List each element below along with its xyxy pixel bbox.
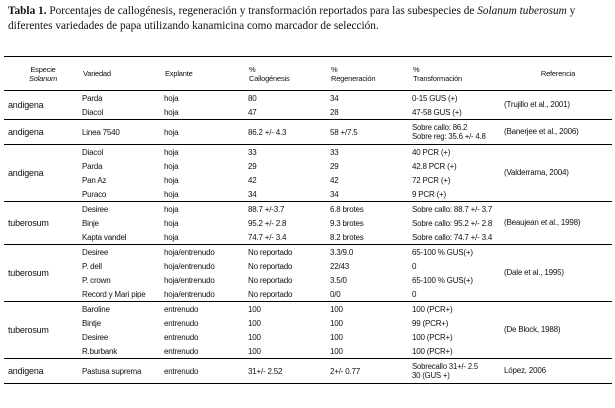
callogenesis-cell: 80 [248,91,330,106]
table-row [4,91,612,106]
header-explante: Explante [164,57,248,91]
transformacion-cell: 65-100 % GUS(+) [412,275,473,285]
callogenesis-cell: 86.2 +/- 4.3 [248,120,330,145]
callogenesis-cell: 47 [248,107,257,117]
variedad-cell: P. dell [82,261,102,271]
results-table [4,56,612,384]
header-transformacion: % Transformación [412,57,504,91]
especie-cell: andigena [4,359,82,384]
callogenesis-cell: No reportado [248,275,293,285]
variedad-cell: Desiree [82,245,164,260]
regeneracion-cell: 34 [330,189,339,199]
transformacion-cell: 0 [412,261,417,271]
variedad-cell: R.burbank [82,346,118,356]
variedad-cell: Binje [82,218,99,228]
table-row [4,359,612,384]
regeneracion-cell: 8.2 brotes [330,232,364,242]
regeneracion-cell: 100 [330,346,343,356]
transformacion-cell: 9 PCR (+) [412,189,446,199]
explante-cell: hoja [164,202,248,217]
transformacion-cell: 72 PCR (+) [412,175,451,185]
regeneracion-cell: 6.8 brotes [330,202,412,217]
header-variedad: Variedad [82,57,164,91]
referencia-cell: (Dale et al., 1995) [504,245,612,302]
callogenesis-cell: 88.7 +/-3.7 [248,202,330,217]
callogenesis-cell: 95.2 +/- 2.8 [248,218,287,228]
explante-cell: hoja [164,175,179,185]
explante-cell: hoja [164,107,179,117]
variedad-cell: Desiree [82,202,164,217]
referencia-cell: (Beaujean et al., 1998) [504,202,612,245]
transformacion-cell: 100 (PCR+) [412,302,504,317]
caption-species: Solanum tuberosum [477,5,567,17]
regeneracion-cell: 0/0 [330,289,341,299]
variedad-cell: Parda [82,161,103,171]
explante-cell: entrenudo [164,332,199,342]
explante-cell: entrenudo [164,302,248,317]
variedad-cell: Parda [82,91,164,106]
transformacion-cell: Sobre callo: 88.7 +/- 3.7 [412,202,504,217]
explante-cell: hoja/entrenudo [164,261,215,271]
variedad-cell: Diacol [82,145,164,160]
explante-cell: entrenudo [164,318,199,328]
header-referencia: Referencia [504,57,612,91]
regeneracion-cell: 100 [330,302,412,317]
referencia-cell: (De Block, 1988) [504,302,612,359]
referencia-cell: (Trujillo et al., 2001) [504,91,612,120]
explante-cell: hoja [164,218,179,228]
table-row [4,202,612,217]
transformacion-cell: Sobrecallo 31+/- 2.5 30 (GUS +) [412,359,504,384]
regeneracion-cell: 3.5/0 [330,275,347,285]
explante-cell: hoja/entrenudo [164,289,215,299]
regeneracion-cell: 29 [330,161,339,171]
regeneracion-cell: 58 +/7.5 [330,120,412,145]
callogenesis-cell: 100 [248,318,261,328]
table-row [4,245,612,260]
regeneracion-cell: 3.3/9.0 [330,245,412,260]
explante-cell: entrenudo [164,359,248,384]
explante-cell: hoja [164,232,179,242]
especie-cell: tuberosum [4,302,82,359]
regeneracion-cell: 100 [330,332,343,342]
transformacion-cell: 100 (PCR+) [412,332,453,342]
variedad-cell: Desiree [82,332,109,342]
transformacion-cell: Sobre callo: 74.7 +/- 3.4 [412,232,493,242]
header-especie: Especie Solanum [4,57,82,91]
table-row [4,145,612,160]
callogenesis-cell: 74.7 +/- 3.4 [248,232,287,242]
regeneracion-cell: 34 [330,91,412,106]
callogenesis-cell: 42 [248,175,257,185]
table-header [4,57,612,91]
variedad-cell: Record y Mari pipe [82,289,146,299]
callogenesis-cell: 100 [248,346,261,356]
variedad-cell: Puraco [82,189,107,199]
explante-cell: entrenudo [164,346,199,356]
explante-cell: hoja/entrenudo [164,245,248,260]
transformacion-cell: 0-15 GUS (+) [412,91,504,106]
especie-cell: andigena [4,145,82,202]
caption-text-end: y diferentes variedades de papa utilizando kanamicina como marcador de selección. [8,5,576,32]
referencia-cell: López, 2006 [504,359,612,384]
variedad-cell: Pastusa suprema [82,359,164,384]
table-caption [8,4,608,34]
transformacion-cell: 100 (PCR+) [412,346,453,356]
referencia-cell: (Valderrama, 2004) [504,145,612,202]
transformacion-cell: 47-58 GUS (+) [412,107,462,117]
variedad-cell: Diacol [82,107,104,117]
regeneracion-cell: 100 [330,318,343,328]
callogenesis-cell: No reportado [248,261,293,271]
caption-label: Tabla 1. [8,5,47,17]
table-row [4,302,612,317]
caption-text: Porcentajes de callogénesis, regeneración y transformación reportados para las subespecies de [46,5,478,17]
transformacion-cell: 42.8 PCR (+) [412,161,457,171]
explante-cell: hoja [164,91,248,106]
regeneracion-cell: 28 [330,107,339,117]
variedad-cell: Kapta vandel [82,232,127,242]
variedad-cell: Baroline [82,302,164,317]
especie-cell: tuberosum [4,245,82,302]
variedad-cell: Pan Az [82,175,107,185]
regeneracion-cell: 2+/- 0.77 [330,359,412,384]
regeneracion-cell: 42 [330,175,339,185]
explante-cell: hoja/entrenudo [164,275,215,285]
callogenesis-cell: No reportado [248,289,293,299]
callogenesis-cell: No reportado [248,245,330,260]
header-regeneracion: % Regeneración [330,57,412,91]
table-row [4,120,612,145]
header-callogenesis: % Callogénesis [248,57,330,91]
callogenesis-cell: 33 [248,145,330,160]
callogenesis-cell: 34 [248,189,257,199]
explante-cell: hoja [164,145,248,160]
transformacion-cell: Sobre callo: 86.2 Sobre reg: 35.6 +/- 4.8 [412,120,504,145]
variedad-cell: P. crown [82,275,111,285]
callogenesis-cell: 29 [248,161,257,171]
transformacion-cell: 99 (PCR+) [412,318,449,328]
especie-cell: andigena [4,120,82,145]
explante-cell: hoja [164,120,248,145]
explante-cell: hoja [164,189,179,199]
referencia-cell: (Banerjee et al., 2006) [504,120,612,145]
regeneracion-cell: 22/43 [330,261,350,271]
explante-cell: hoja [164,161,179,171]
regeneracion-cell: 33 [330,145,412,160]
regeneracion-cell: 9.3 brotes [330,218,364,228]
especie-cell: andigena [4,91,82,120]
callogenesis-cell: 100 [248,302,330,317]
transformacion-cell: Sobre callo: 95.2 +/- 2.8 [412,218,493,228]
callogenesis-cell: 100 [248,332,261,342]
variedad-cell: Linea 7540 [82,120,164,145]
transformacion-cell: 0 [412,289,417,299]
especie-cell: tuberosum [4,202,82,245]
variedad-cell: Bintje [82,318,101,328]
transformacion-cell: 40 PCR (+) [412,145,504,160]
callogenesis-cell: 31+/- 2.52 [248,359,330,384]
transformacion-cell: 65-100 % GUS(+) [412,245,504,260]
